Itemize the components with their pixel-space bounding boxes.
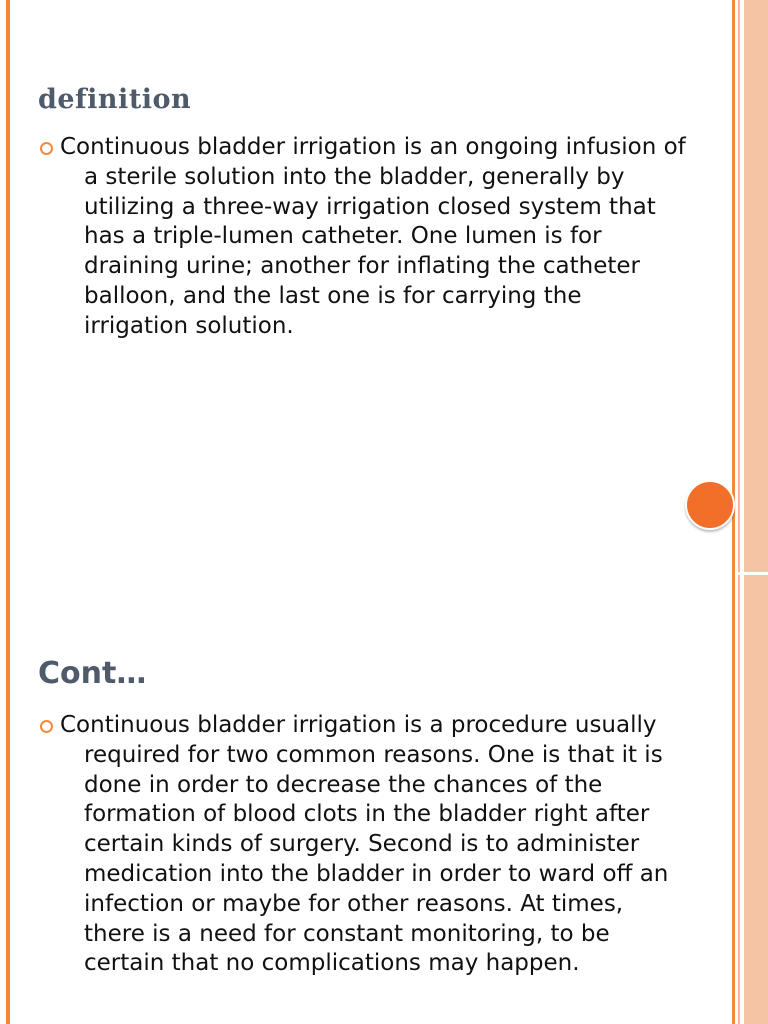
right-thin-line (738, 0, 740, 1024)
right-accent-band (744, 0, 768, 1024)
bullet-circle-icon (40, 720, 53, 733)
slide-cont (38, 656, 688, 979)
bullet-text: Continuous bladder irrigation is an ongoing infusion of a sterile solution into the bladder, generally by utilizing a three-way irrigation closed system that has a triple-lumen catheter. One lumen is for draining urine; another for inflating the catheter balloon, and the last one is for carrying the irrigation solution. (60, 134, 686, 339)
bullet-item (38, 711, 688, 979)
left-accent-bar (6, 0, 10, 1024)
slide-divider (738, 572, 768, 575)
bullet-text: Continuous bladder irrigation is a procedure usually required for two common reasons. One is that it is done in order to decrease the chances of the formation of blood clots in the bladder right after certain kinds of surgery. Second is to administer medication into the bladder in order to ward off an infection or maybe for other reasons. At times, there is a need for constant monitoring, to be certain that no complications may happen. (60, 712, 669, 977)
decorative-circle-icon (685, 480, 735, 530)
slide-title: Cont… (38, 656, 147, 691)
bullet-item (38, 133, 688, 342)
bullet-circle-icon (40, 142, 53, 155)
slide-title: definition (38, 84, 192, 115)
slide-definition (38, 84, 688, 342)
